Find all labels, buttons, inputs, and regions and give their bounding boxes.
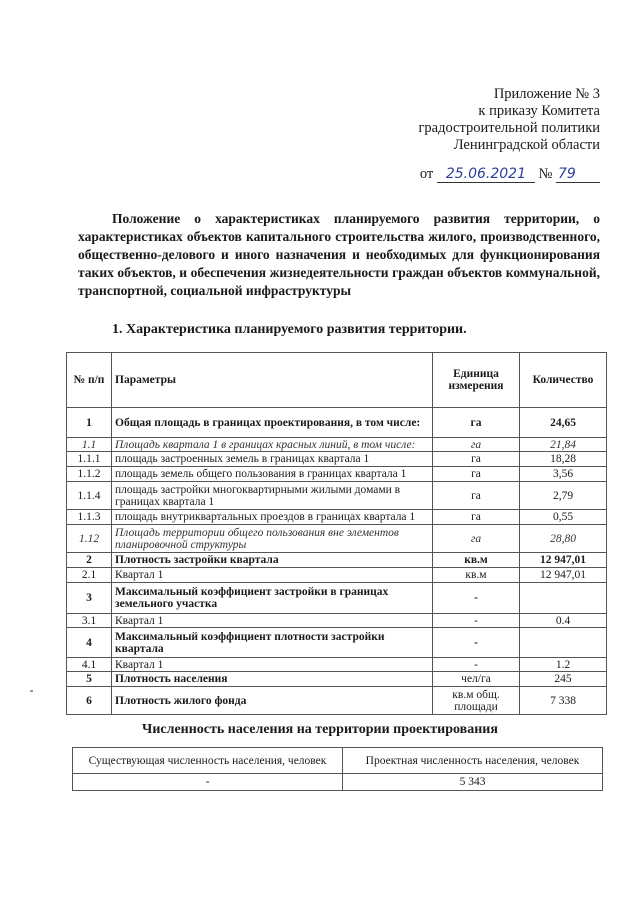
column-header: Параметры (112, 353, 433, 408)
column-header: Существующая численность населения, человек (73, 748, 343, 774)
row-value: 1.2 (520, 658, 607, 672)
row-parameter: Квартал 1 (112, 658, 433, 672)
column-header: № п/п (67, 353, 112, 408)
row-parameter: Общая площадь в границах проектирования, в том числе: (112, 408, 433, 438)
column-header: Единица измерения (433, 353, 520, 408)
row-unit: га (433, 452, 520, 467)
row-number: 2.1 (67, 568, 112, 583)
row-value: 2,79 (520, 482, 607, 510)
table-row (67, 672, 607, 687)
row-unit: га (433, 510, 520, 525)
row-value: 21,84 (520, 438, 607, 452)
row-unit: кв.м общ. площади (433, 687, 520, 715)
order-prefix: от (419, 166, 434, 182)
row-value: 12 947,01 (520, 568, 607, 583)
order-number: 79 (556, 166, 600, 183)
row-number: 4 (67, 628, 112, 658)
row-number: 5 (67, 672, 112, 687)
projected-population-value: 5 343 (343, 774, 603, 791)
row-unit: кв.м (433, 568, 520, 583)
row-unit: га (433, 408, 520, 438)
table-row (67, 553, 607, 568)
row-value: 0.4 (520, 614, 607, 628)
row-number: 6 (67, 687, 112, 715)
row-value: 18,28 (520, 452, 607, 467)
row-parameter: Максимальный коэффициент плотности застройки квартала (112, 628, 433, 658)
table-row (67, 614, 607, 628)
row-unit: га (433, 482, 520, 510)
table-row (67, 687, 607, 715)
row-parameter: площадь застроенных земель в границах квартала 1 (112, 452, 433, 467)
row-unit: га (433, 467, 520, 482)
row-parameter: площадь внутриквартальных проездов в границах квартала 1 (112, 510, 433, 525)
row-unit: - (433, 614, 520, 628)
row-parameter: Площадь квартала 1 в границах красных линий, в том числе: (112, 438, 433, 452)
row-number: 1.1.2 (67, 467, 112, 482)
row-number: 1.12 (67, 525, 112, 553)
table-row (67, 628, 607, 658)
table-row (67, 510, 607, 525)
row-number: 3.1 (67, 614, 112, 628)
appendix-block (418, 86, 600, 154)
section-heading: 1. Характеристика планируемого развития территории. (112, 322, 467, 337)
row-value: 24,65 (520, 408, 607, 438)
appendix-line: градостроительной политики (418, 120, 600, 136)
row-value: 245 (520, 672, 607, 687)
row-number: 1.1.3 (67, 510, 112, 525)
row-value: 3,56 (520, 467, 607, 482)
row-number: 2 (67, 553, 112, 568)
table-row (67, 452, 607, 467)
table-row (67, 525, 607, 553)
row-parameter: Плотность застройки квартала (112, 553, 433, 568)
table-header-row (67, 353, 607, 408)
existing-population-value: - (73, 774, 343, 791)
row-value: 12 947,01 (520, 553, 607, 568)
row-unit: - (433, 583, 520, 614)
row-parameter: площадь застройки многоквартирными жилыми домами в границах квартала 1 (112, 482, 433, 510)
table-row (67, 467, 607, 482)
order-date: 25.06.2021 (437, 166, 535, 183)
row-parameter: Плотность населения (112, 672, 433, 687)
row-unit: кв.м (433, 553, 520, 568)
appendix-line: Приложение № 3 (493, 86, 600, 102)
row-number: 3 (67, 583, 112, 614)
row-value: 0,55 (520, 510, 607, 525)
row-value: 7 338 (520, 687, 607, 715)
row-parameter: Максимальный коэффициент застройки в границах земельного участка (112, 583, 433, 614)
row-parameter: Плотность жилого фонда (112, 687, 433, 715)
column-header: Количество (520, 353, 607, 408)
document-title: Положение о характеристиках планируемого развития территории, о характеристиках объектов капитального строительства жилого, производственного, общественно-делового и иного назначения и необходимых для функционирования таких объектов, и обеспечения жизнедеятельности граждан объектов коммунальной, транспортной, социальной инфраструктуры (78, 211, 600, 298)
population-header-row (73, 748, 603, 774)
table-row (67, 568, 607, 583)
row-value (520, 583, 607, 614)
row-number: 1 (67, 408, 112, 438)
table-row (67, 408, 607, 438)
row-unit: чел/га (433, 672, 520, 687)
order-line (420, 166, 600, 183)
row-parameter: Квартал 1 (112, 614, 433, 628)
population-table (72, 747, 603, 791)
row-number: 1.1 (67, 438, 112, 452)
row-parameter: площадь земель общего пользования в границах квартала 1 (112, 467, 433, 482)
row-value (520, 628, 607, 658)
table-row (67, 438, 607, 452)
row-number: 1.1.1 (67, 452, 112, 467)
population-value-row (73, 774, 603, 791)
order-number-label: № (538, 166, 553, 182)
column-header: Проектная численность населения, человек (343, 748, 603, 774)
row-unit: га (433, 525, 520, 553)
row-parameter: Площадь территории общего пользования вне элементов планировочной структуры (112, 525, 433, 553)
row-number: 4.1 (67, 658, 112, 672)
table-row (67, 482, 607, 510)
row-value: 28,80 (520, 525, 607, 553)
row-parameter: Квартал 1 (112, 568, 433, 583)
row-unit: - (433, 628, 520, 658)
population-title: Численность населения на территории проектирования (142, 722, 498, 737)
appendix-line: Ленинградской области (453, 137, 600, 153)
characteristics-table (66, 352, 607, 715)
table-row (67, 658, 607, 672)
table-row (67, 583, 607, 614)
row-unit: га (433, 438, 520, 452)
scan-speck (30, 690, 33, 692)
appendix-line: к приказу Комитета (478, 103, 600, 119)
row-number: 1.1.4 (67, 482, 112, 510)
row-unit: - (433, 658, 520, 672)
